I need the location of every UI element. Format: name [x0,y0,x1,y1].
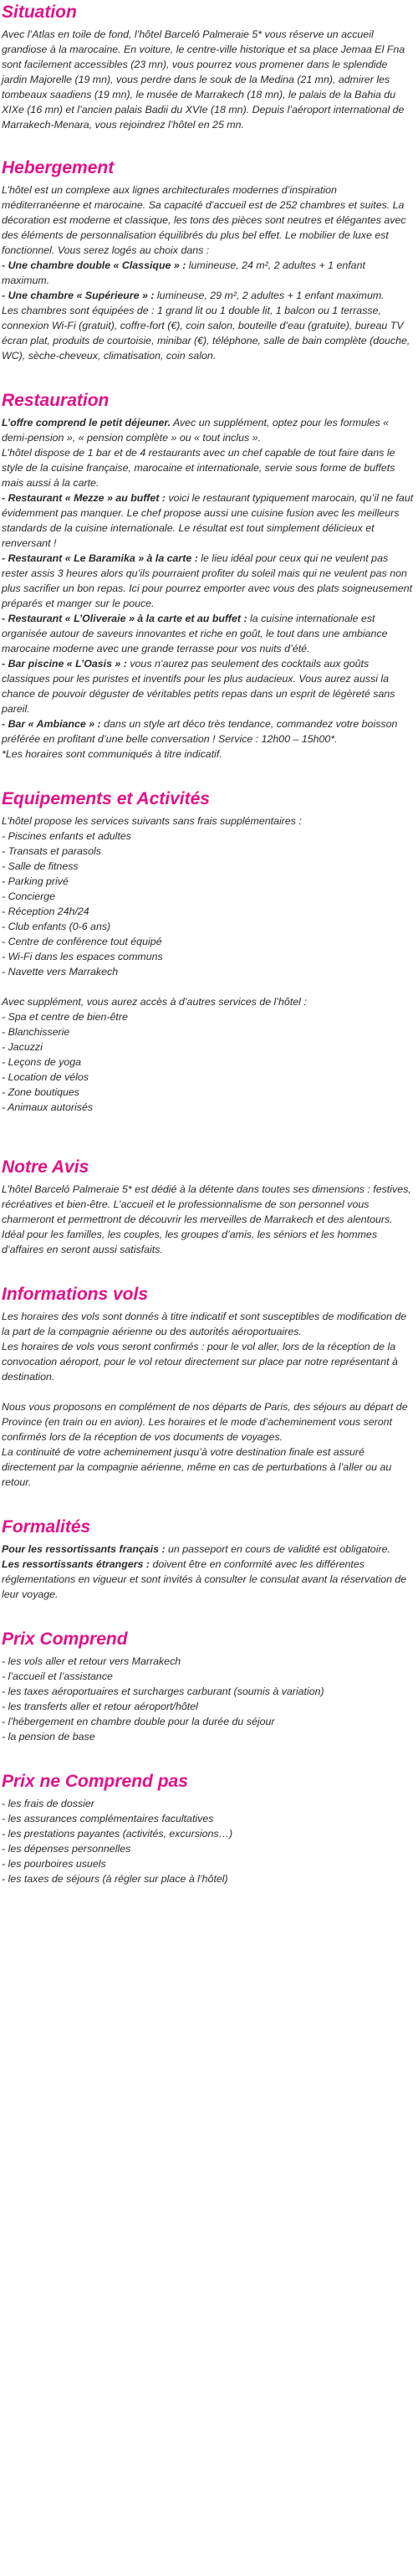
room-classique-label: - Une chambre double « Classique » : [2,259,186,271]
excluded-list [2,1796,415,1886]
foreign-text: doivent être en conformité avec les différentes réglementations en vigueur et sont invités à consulter le consulat avant la réservation de leur voyage. [2,1558,407,1600]
list-item: - les taxes aéroportuaires et surcharges carburant (soumis à variation) [2,1686,324,1697]
list-item: - la pension de base [2,1731,95,1742]
hebergement-intro: L’hôtel est un complexe aux lignes architecturales modernes d’inspiration méditerranéenne et marocaine. Sa capacité d’accueil est de 252 chambres et suites. La décoration est moderne et classique, les tons des pièces sont neutres et élégantes avec des éléments de personnalisation équilibrés du plus bel effet. Le mobilier de luxe est fonctionnel. Vous serez logés au choix dans : [2,184,406,256]
baramika-label: - Restaurant « Le Baramika » à la carte : [2,552,198,564]
list-item: - l’hébergement en chambre double pour la durée du séjour [2,1716,275,1727]
restauration-general: L’hôtel dispose de 1 bar et de 4 restaurants avec un chef capable de tout faire dans le style de la cuisine française, marocaine et internationale, servie sous forme de buffets mais aussi à la carte. [2,447,395,489]
vols-p3: Nous vous proposons en complément de nos départs de Paris, des séjours au départ de Province (en train ou en avion). Les horaires et le mode d’acheminement vous seront confirmés lors de la réception de vos documents de voyages. [2,1401,408,1443]
list-item: - Piscines enfants et adultes [2,830,131,842]
restaurant-mezze [2,490,415,551]
section-restauration [2,390,415,762]
list-item: - Wi-Fi dans les espaces communs [2,951,163,962]
list-item: - Location de vélos [2,1071,89,1083]
paid-services-list [2,1009,415,1115]
section-title-prix-comprend: Prix Comprend [2,1629,128,1649]
section-prix-ne-comprend [2,1771,415,1886]
list-item: - Zone boutiques [2,1086,79,1098]
section-title-equipements: Equipements et Activités [2,789,210,808]
vols-p1: Les horaires des vols sont donnés à titre indicatif et sont susceptibles de modification de la part de la compagnie aérienne ou des autorités aéroportuaires. [2,1311,407,1337]
list-item: - les prestations payantes (activités, excursions…) [2,1828,233,1840]
list-item: - Blanchisserie [2,1026,70,1038]
list-item: - Navette vers Marrakech [2,966,119,978]
section-hebergement [2,157,415,363]
section-situation [2,0,415,132]
baramika-text: le lieu idéal pour ceux qui ne veulent pas rester assis 3 heures alors qu’ils pourraient profiter du soleil mais qui ne veulent pas non plus sacrifier un bon repas. Ici pour pourrez emporter avec vous des plats soigneusement préparés et manger sur le pouce. [2,552,413,609]
avis-text: L’hôtel Barceló Palmeraie 5* est dédié à la détente dans toutes ses dimensions : festives, récréatives et bien-être. L’accueil et le professionnalisme de son personnel vous charmeront et permettront de découvrir les merveilles de Marrakech et des alentours. Idéal pour les familles, les couples, les groupes d’amis, les séniors et les hommes d’affaires en seront aussi satisfaits. [2,1183,411,1255]
formalites-foreign [2,1557,415,1602]
ambiance-label: - Bar « Ambiance » : [2,718,101,730]
section-equipements [2,788,415,1115]
list-item: - les vols aller et retour vers Marrakech [2,1655,181,1667]
list-item: - les frais de dossier [2,1798,94,1809]
restaurant-oliveraie [2,611,415,656]
list-item: - Salle de fitness [2,860,79,872]
french-label: Pour les ressortissants français : [2,1543,166,1555]
oliveraie-label: - Restaurant « L’Oliveraie » à la carte et au buffet : [2,613,247,624]
list-item: - Parking privé [2,875,69,887]
room-classique-text: lumineuse, 24 m², 2 adultes + 1 enfant maximum. [2,259,365,286]
list-item: - Animaux autorisés [2,1101,94,1113]
vols-p4: La continuité de votre acheminement jusqu’à votre destination finale est assuré directement par la compagnie aérienne, même en cas de perturbations à l’aller ou au retour. [2,1446,392,1488]
bar-oasis [2,656,415,716]
section-title-vols: Informations vols [2,1285,149,1304]
list-item: - Spa et centre de bien-être [2,1011,128,1023]
list-item: - les pourboires usuels [2,1858,106,1870]
restaurant-baramika [2,551,415,611]
section-title-prix-ne-comprend: Prix ne Comprend pas [2,1772,188,1791]
room-classique [2,258,415,288]
spacer [2,1384,415,1399]
room-superieure-label: - Une chambre « Supérieure » : [2,290,155,301]
restauration-note: *Les horaires sont communiqués à titre indicatif. [2,748,222,760]
offer-text: Avec un supplément, optez pour les formules « demi-pension », « pension complète » ou « tout inclus ». [2,417,390,444]
mezze-label: - Restaurant « Mezze » au buffet : [2,492,166,504]
list-item: - Réception 24h/24 [2,906,89,917]
oasis-label: - Bar piscine « L’Oasis » : [2,658,127,670]
list-item: - les assurances complémentaires facultatives [2,1813,214,1824]
section-prix-comprend [2,1629,415,1744]
list-item: - Leçons de yoga [2,1056,82,1068]
section-formalites [2,1516,415,1602]
spacer [2,979,415,994]
list-item: - les dépenses personnelles [2,1843,131,1855]
mezze-text: voici le restaurant typiquement marocain, qu’il ne faut évidemment pas manquer. Le chef propose aussi une cuisine fusion avec les meilleurs standards de la cuisine internationale. Le résultat est tout simplement délicieux et renversant ! [2,492,414,549]
section-title-avis: Notre Avis [2,1157,89,1177]
section-title-restauration: Restauration [2,391,110,410]
formalites-french [2,1542,415,1557]
oasis-text: vous n’aurez pas seulement des cocktails aux goûts classiques pour les puristes et inventifs pour les plus audacieux. Vous aurez aussi la chance de pouvoir déguster de véritables petits repas dans un esprit de légèreté sans pareil. [2,658,395,715]
free-services-list [2,829,415,979]
list-item: - Concierge [2,890,56,902]
list-item: - Club enfants (0-6 ans) [2,921,111,932]
room-superieure-text: lumineuse, 29 m², 2 adultes + 1 enfant maximum. [154,290,385,301]
french-text: un passeport en cours de validité est obligatoire. [165,1543,390,1555]
vols-p2: Les horaires de vols vous seront confirmés : pour le vol aller, lors de la réception de la convocation aéroport, pour le vol retour directement sur place par notre représentant à destination. [2,1341,398,1383]
equipements-intro-paid: Avec supplément, vous aurez accès à d’autres services de l’hôtel : [2,996,307,1008]
section-title-hebergement: Hebergement [2,158,115,177]
list-item: - les taxes de séjours (à régler sur place à l’hôtel) [2,1873,228,1885]
situation-text: Avec l’Atlas en toile de fond, l’hôtel Barceló Palmeraie 5* vous réserve un accueil grandiose à la marocaine. En voiture, le centre-ville historique et sa place Jemaa El Fna sont facilement accessibles (23 mn), vous pourrez vous promener dans le splendide jardin Majorelle (19 mn), vous perdre dans le souk de la Medina (21 mn), admirer les tombeaux saadiens (19 mn), le musée de Marrakech (18 mn), le palais de la Bahia du XIXe (16 mn) et l’ancien palais Badii du XVIe (18 mn). Depuis l’aéroport international de Marrakech-Menara, vous rejoindrez l’hôtel en 25 mn. [2,28,405,131]
list-item: - Jacuzzi [2,1041,43,1053]
equipements-intro-free: L’hôtel propose les services suivants sans frais supplémentaires : [2,815,302,827]
section-title-situation: Situation [2,3,77,22]
restauration-offer [2,415,415,445]
offer-label: L’offre comprend le petit déjeuner. [2,417,171,428]
room-equipment: Les chambres sont équipées de : 1 grand lit ou 1 double lit, 1 balcon ou 1 terrasse, connexion Wi-Fi (gratuit), coffre-fort (€), coin salon, bouteille d’eau (gratuite), bureau TV écran plat, produits de courtoisie, minibar (€), téléphone, salle de bain complète (douche, WC), sèche-cheveux, climatisation, coin salon. [2,305,410,362]
section-vols [2,1284,415,1490]
list-item: - les transferts aller et retour aéroport/hôtel [2,1701,198,1712]
ambiance-text: dans un style art déco très tendance, commandez votre boisson préférée en profitant d’une belle conversation ! Service : 12h00 – 15h00*. [2,718,398,745]
room-superieure [2,288,415,303]
list-item: - l’accueil et l’assistance [2,1670,113,1682]
bar-ambiance [2,716,415,747]
list-item: - Transats et parasols [2,845,101,857]
included-list [2,1654,415,1744]
foreign-label: Les ressortissants étrangers : [2,1558,150,1570]
section-avis [2,1157,415,1257]
oliveraie-text: la cuisine internationale est organisée autour de saveurs innovantes et riche en goût, le tout dans une ambiance marocaine moderne avec une grande terrasse pour vos nuits d’été. [2,613,388,654]
list-item: - Centre de conférence tout équipé [2,936,162,947]
section-title-formalites: Formalités [2,1517,91,1537]
